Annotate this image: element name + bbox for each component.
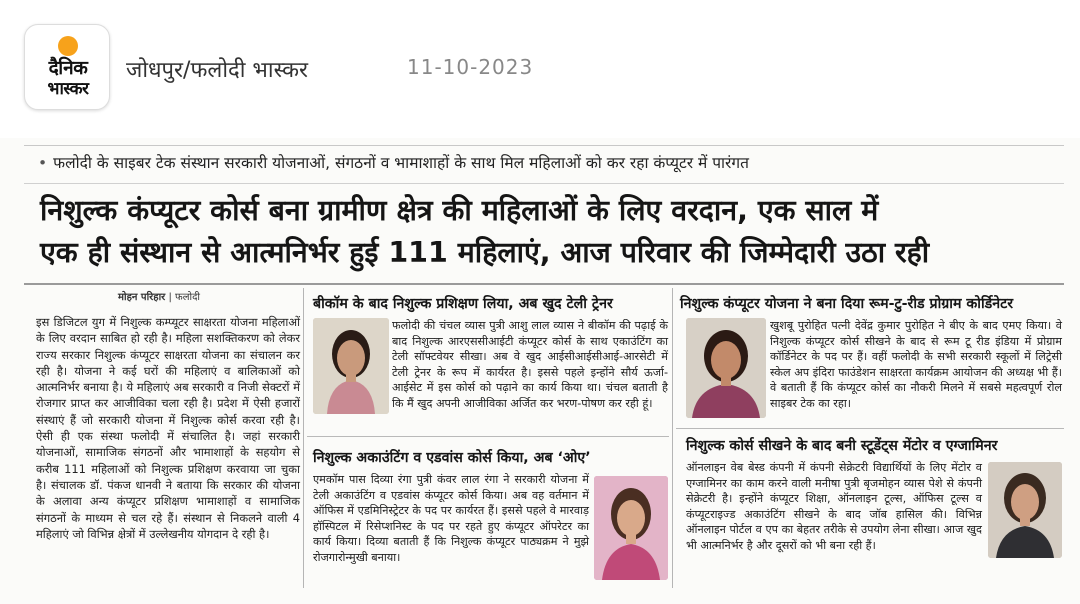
publish-date: 11-10-2023 <box>407 55 534 79</box>
portrait-image <box>594 476 668 580</box>
story-1-photo <box>313 318 389 414</box>
kicker-text: फलोदी के साइबर टेक संस्थान सरकारी योजनाओं, संगठनों व भामाशाहों के साथ मिल महिलाओं को कर रहा कंप्यूटर में पारंगत <box>53 154 749 172</box>
article-kicker: • फलोदी के साइबर टेक संस्थान सरकारी योजनाओं, संगठनों व भामाशाहों के साथ मिल महिलाओं को कर रहा कंप्यूटर में पारंगत <box>38 154 749 172</box>
column-rule <box>303 288 304 588</box>
column-rule <box>672 288 673 588</box>
story-4-title: निशुल्क कोर्स सीखने के बाद बनी स्टूडेंट्स मेंटोर व एग्जामिनर <box>686 438 998 454</box>
story-3-body: एमकॉम पास दिव्या रंगा पुत्री कंवर लाल रंगा ने सरकारी योजना में टेली अकाउंटिंग व एडवांस कंप्यूटर कोर्स किया। अब वह वर्तमान में ऑफिस में एडमिनिस्ट्रेटर के पद पर कार्यरत हैं। इससे पहले वे मारवाड़ हॉस्पिटल में रिसेप्शनिस्ट के पद पर रहते हुए कंप्यूटर ऑपरेटर का कार्य किया। दिव्या बताती हैं कि निशुल्क कंप्यूटर पाठ्यक्रम ने मुझे रोजगारोन्मुखी बनाया। <box>313 473 589 564</box>
story-3-photo <box>594 476 668 580</box>
divider <box>24 183 1064 184</box>
logo-sun-icon <box>58 36 78 56</box>
story-1-title: बीकॉम के बाद निशुल्क प्रशिक्षण लिया, अब खुद टेली ट्रेनर <box>313 296 613 312</box>
divider <box>24 145 1064 146</box>
story-3-title: निशुल्क अकाउंटिंग व एडवांस कोर्स किया, अब ‘ओए’ <box>313 450 591 466</box>
story-divider <box>307 436 669 437</box>
logo-line-2: भास्कर <box>47 79 89 99</box>
portrait-image <box>988 462 1062 558</box>
story-2-body: खुशबू पुरोहित पत्नी देवेंद्र कुमार पुरोहित ने बीए के बाद एमए किया। वे निशुल्क कंप्यूटर कोर्स सीखने के बाद से रूम टू रीड इंडिया में प्रोग्राम कॉर्डिनेटर के पद पर हैं। वहीं फलोदी के सभी सरकारी स्कूलों में लिट्रेसी स्केल अप इंदिरा फाउंडेशन साक्षरता कार्यक्रम आयोजन की अध्यक्ष भी हैं। वे बताती हैं कि कंप्यूटर कोर्स का नौकरी मिलने में सबसे महत्वपूर्ण रोल साइबर टेक का रहा। <box>770 319 1062 410</box>
story-divider <box>676 428 1064 429</box>
story-2-photo <box>686 318 766 418</box>
source-header <box>0 0 1080 138</box>
byline-place: फलोदी <box>175 292 200 303</box>
headline-line-1: निशुल्क कंप्यूटर कोर्स बना ग्रामीण क्षेत्र की महिलाओं के लिए वरदान, एक साल में <box>40 194 879 227</box>
story-4-photo <box>988 462 1062 558</box>
story-2-title: निशुल्क कंप्यूटर योजना ने बना दिया रूम-टु-रीड प्रोग्राम कोर्डिनेटर <box>680 296 1014 312</box>
portrait-image <box>313 318 389 414</box>
logo-line-1: दैनिक <box>48 57 88 79</box>
dainik-bhaskar-logo[interactable] <box>24 24 110 110</box>
byline-name: मोहन परिहार <box>118 292 166 303</box>
headline-line-2: एक ही संस्थान से आत्मनिर्भर हुई 111 महिलाएं, आज परिवार की जिम्मेदारी उठा रही <box>40 236 930 269</box>
story-1-body: फलोदी की चंचल व्यास पुत्री आशु लाल व्यास ने बीकॉम की पढ़ाई के बाद निशुल्क आरएससीआईटी कंप्यूटर कोर्स के साथ एकाउंटिंग का टेली सॉफ्टवेयर सीखा। अब वे खुद आईसीआईसीआई-आरसेटी में टेली ट्रेनर के रूप में कार्यरत है। इससे पहले इन्होंने सौर्य ऊर्जा-आईसेट में इस कोर्स को पढ़ाने का कार्य किया था। चंचल बताती है कि मैं खुद अपनी आजीविका अर्जित कर भरण-पोषण कर रही हूं। <box>392 319 668 410</box>
article-headline <box>40 190 1060 274</box>
portrait-image <box>686 318 766 418</box>
column-divider-top <box>24 283 1064 285</box>
story-4-body: ऑनलाइन वेब बेस्ड कंपनी में कंपनी सेक्रेटरी विद्यार्थियों के लिए मेंटोर व एग्जामिनर का काम करने वाली मनीषा पुत्री बृजमोहन व्यास पेशे से कंपनी सेक्रेटरी है। इन्होंने कंप्यूटर शिक्षा, ऑनलाइन टूल्स, ऑफिस टूल्स व कंप्यूटराइज्ड अकाउंटिंग सीखने के बाद जॉब हासिल की। विभिन्न ऑनलाइन पोर्टल व एप का बेहतर तरीके से उपयोग लेना सीखा। आज खुद भी आत्मनिर्भर है और दूसरों को भी बना रही हैं। <box>686 461 982 552</box>
main-article-text: इस डिजिटल युग में निशुल्क कम्प्यूटर साक्षरता योजना महिलाओं के लिए वरदान साबित हो रही है। महिला सशक्तिकरण को लेकर राज्य सरकार निशुल्क कंप्यूटर साक्षरता योजना का संचालन कर रही है। योजना ने कई घरों की महिलाएं व बालिकाओं को आत्मनिर्भर बनाया है। ये महिलाएं अब सरकारी व निजी सेक्टरों में रोजगार प्राप्त कर आजीविका चला रही है। प्रदेश में ऐसी हजारों संस्थाएं हैं जो सरकारी योजना में निशुल्क कोर्स करवा रही है। ऐसी ही एक संस्था फलोदी में संचालित है। जहां सरकारी योजनाओं, सामाजिक संगठनों और भामाशाहों के सहयोग से करीब 111 महिलाओं को निशुल्क प्रशिक्षण करवाया जा चुका है। संचालक डॉ. पंकज धानवी ने बताया कि सरकार की योजना के अलावा अन्य कंप्यूटर प्रशिक्षण भामाशाहों व सामाजिक संगठनों के माध्यम से चल रहे हैं। संस्थान से निकलने वाली 4 महिलाएं जो विभिन्न क्षेत्रों में उल्लेखनीय योगदान दे रही है। <box>36 315 300 541</box>
byline: मोहन परिहार | फलोदी <box>118 292 200 303</box>
source-name: जोधपुर/फलोदी भास्कर <box>126 58 309 83</box>
